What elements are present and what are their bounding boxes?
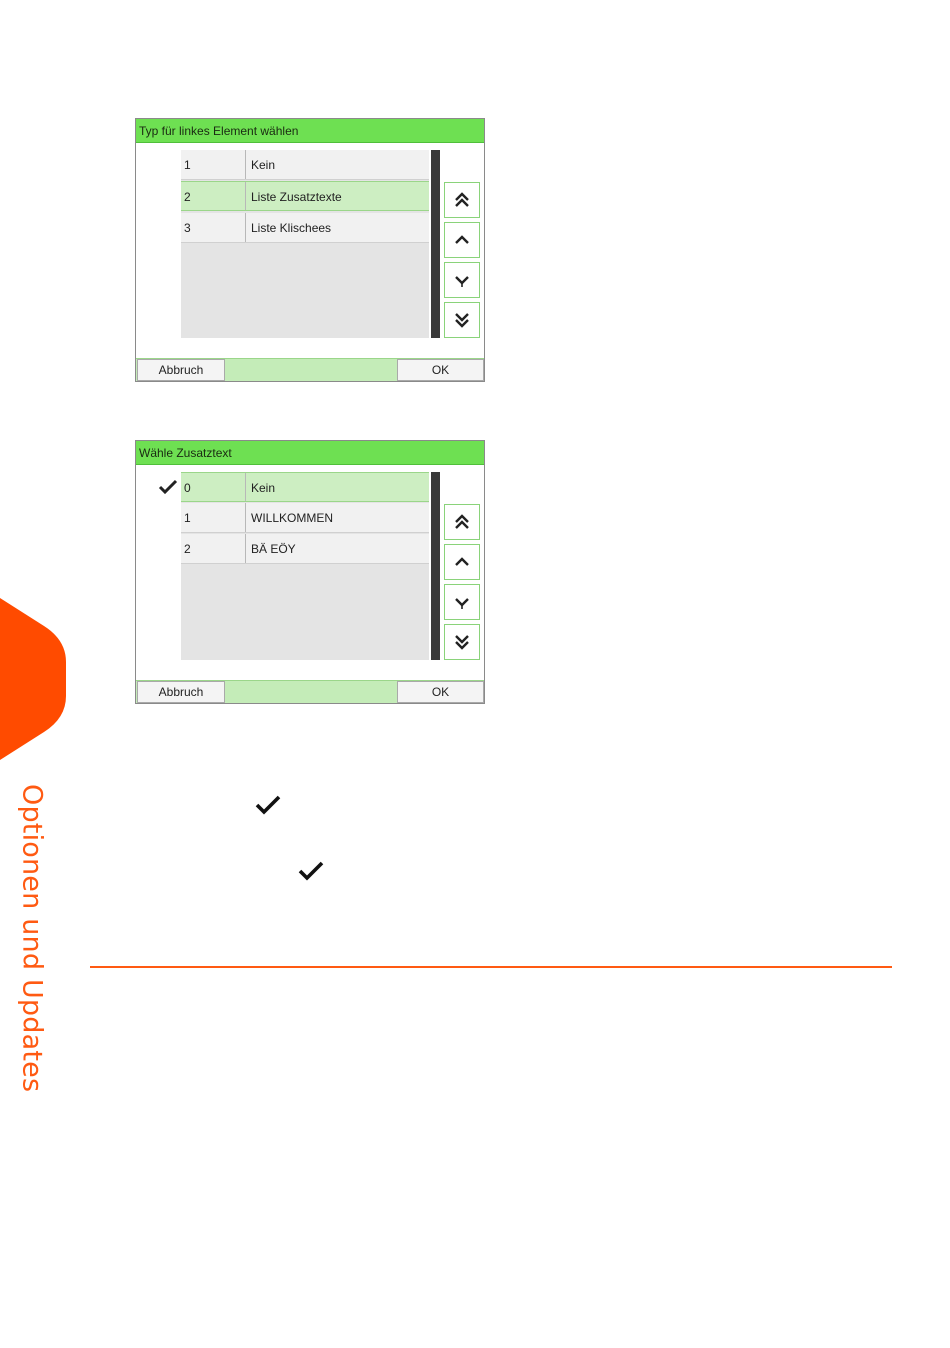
chevron-up-icon — [453, 231, 471, 249]
section-side-title: Optionen und Updates — [16, 784, 48, 1093]
screen-header: Typ für linkes Element wählen — [136, 119, 484, 143]
row-label: Kein — [251, 481, 276, 495]
screen-header: Wähle Zusatztext — [136, 441, 484, 465]
double-chevron-up-icon — [453, 513, 471, 531]
row-label: Liste Klischees — [251, 221, 332, 235]
scrollbar[interactable] — [431, 472, 440, 660]
row-number: 1 — [184, 150, 246, 179]
row-number: 1 — [184, 503, 246, 532]
row-label: Liste Zusatztexte — [251, 190, 342, 204]
screen-select-additional-text — [135, 440, 485, 704]
list-row-1[interactable] — [181, 503, 429, 533]
screen-select-left-element-type — [135, 118, 485, 382]
screen-footer — [136, 358, 484, 381]
page-up-button[interactable] — [444, 182, 480, 218]
cancel-button[interactable]: Abbruch — [137, 359, 225, 381]
checkmark-icon — [297, 860, 325, 882]
screen-footer — [136, 680, 484, 703]
row-label: BÄ EÖY — [251, 542, 296, 556]
chevron-up-icon — [453, 553, 471, 571]
row-number: 2 — [184, 534, 246, 563]
row-label: Kein — [251, 158, 276, 172]
list-row-1[interactable] — [181, 150, 429, 180]
option-list — [181, 150, 429, 338]
checkmark-icon — [158, 479, 178, 495]
page-up-button[interactable] — [444, 504, 480, 540]
list-row-2[interactable] — [181, 534, 429, 564]
checkmark-icon — [254, 794, 282, 816]
double-chevron-down-icon — [453, 311, 471, 329]
list-row-3[interactable] — [181, 213, 429, 243]
chevron-down-icon — [453, 271, 471, 289]
option-list — [181, 472, 429, 660]
chevron-down-icon — [453, 593, 471, 611]
scroll-up-button[interactable] — [444, 222, 480, 258]
row-number: 0 — [184, 473, 246, 501]
ok-button[interactable]: OK — [397, 359, 484, 381]
double-chevron-down-icon — [453, 633, 471, 651]
double-chevron-up-icon — [453, 191, 471, 209]
ok-button[interactable]: OK — [397, 681, 484, 703]
row-number: 3 — [184, 213, 246, 242]
scroll-down-button[interactable] — [444, 262, 480, 298]
scrollbar[interactable] — [431, 150, 440, 338]
page-down-button[interactable] — [444, 624, 480, 660]
list-row-2-selected[interactable] — [181, 181, 429, 211]
side-tab — [0, 598, 66, 760]
page-down-button[interactable] — [444, 302, 480, 338]
list-row-0-selected[interactable] — [181, 472, 429, 502]
scroll-down-button[interactable] — [444, 584, 480, 620]
section-divider — [90, 966, 892, 968]
cancel-button[interactable]: Abbruch — [137, 681, 225, 703]
row-number: 2 — [184, 182, 246, 210]
scroll-up-button[interactable] — [444, 544, 480, 580]
row-label: WILLKOMMEN — [251, 511, 334, 525]
